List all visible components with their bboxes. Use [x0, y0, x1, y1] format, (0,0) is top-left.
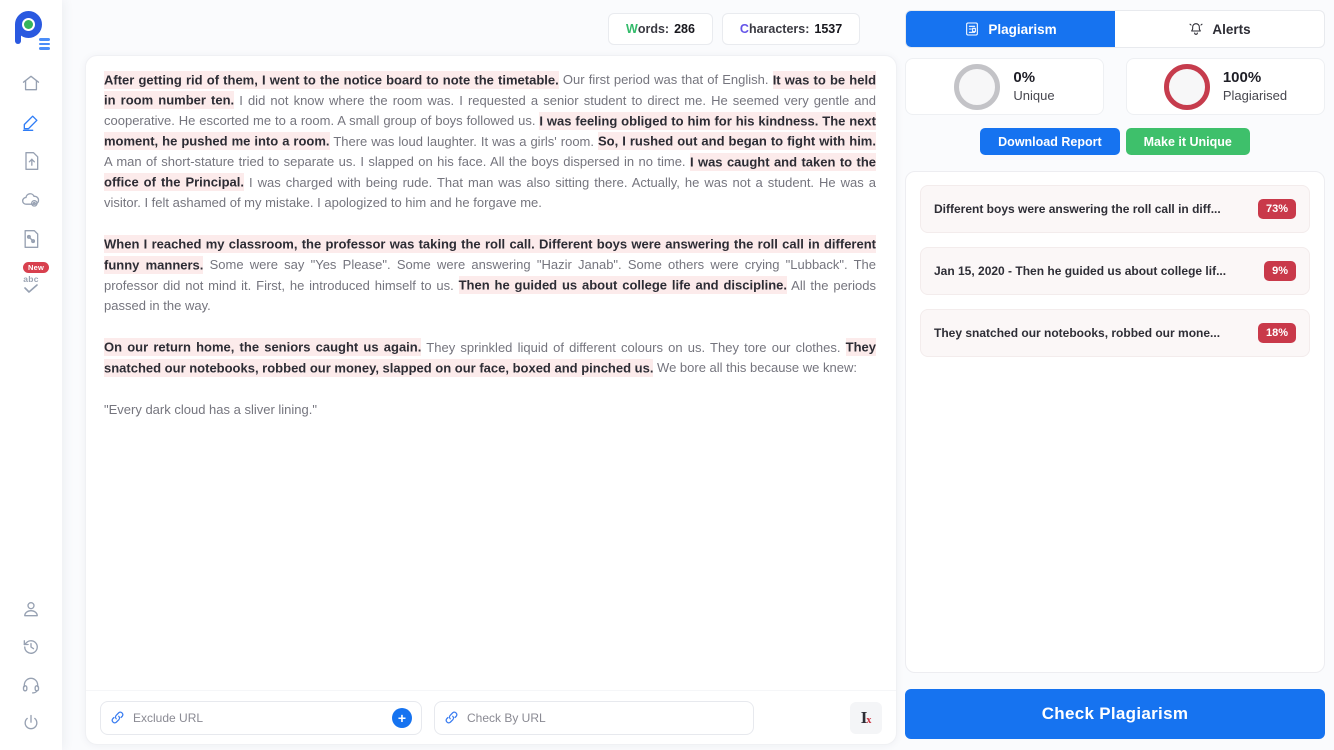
spell-check-icon[interactable] [20, 262, 45, 295]
download-report-button[interactable]: Download Report [980, 128, 1119, 155]
sidebar-nav [0, 72, 62, 295]
word-count [608, 13, 713, 45]
sidebar-menu-toggle[interactable] [39, 37, 53, 51]
highlighted-text: It was to be held in room number ten. [104, 72, 876, 108]
new-badge: New [23, 262, 49, 273]
paragraph [104, 235, 876, 317]
logo-dot [24, 20, 33, 29]
editor-text[interactable] [104, 70, 876, 682]
support-headset-icon[interactable] [20, 674, 42, 696]
plain-text: They sprinkled liquid of different colours on us. They tore our clothes. [421, 339, 846, 355]
sidebar-bottom-nav [0, 598, 62, 734]
score-cards [905, 58, 1325, 115]
result-text: Jan 15, 2020 - Then he guided us about college lif... [934, 264, 1227, 278]
result-row[interactable] [920, 309, 1310, 357]
report-icon [964, 21, 980, 37]
plain-text: I was charged with being rude. That man was also sitting there. Actually, he was not a student. He was a visitor. I felt ashamed of my mistake. I apologized to him and he forgave me. [104, 174, 876, 210]
history-icon[interactable] [20, 636, 42, 658]
highlighted-text: Then he guided us about college life and discipline. [458, 277, 788, 293]
highlighted-text: I was feeling obliged to him for his kindness. The next moment, he pushed me into a room. [104, 113, 876, 149]
results-list [905, 171, 1325, 673]
link-icon [444, 710, 459, 725]
check-plagiarism-button[interactable]: Check Plagiarism [905, 689, 1325, 739]
make-it-unique-button[interactable]: Make it Unique [1126, 128, 1250, 155]
exclude-url-input[interactable] [133, 711, 384, 725]
unique-score-card [905, 58, 1104, 115]
panel-actions [905, 128, 1325, 155]
editor-footer [86, 690, 896, 744]
user-icon[interactable] [20, 598, 42, 620]
plagiarised-percent: 100% [1222, 69, 1262, 86]
exclude-url-field [100, 701, 422, 735]
character-count [722, 13, 860, 45]
unique-percent: 0% [1013, 69, 1036, 86]
upload-document-icon[interactable] [20, 150, 42, 172]
counters [608, 13, 860, 45]
home-icon[interactable] [20, 72, 42, 94]
abc-label: abc [23, 274, 39, 285]
highlighted-text: So, I rushed out and began to fight with him. [598, 133, 876, 149]
plain-text: A man of short-stature tried to separate us. I slapped on his face. All the boys dispersed in no time. [104, 154, 690, 169]
highlighted-text: I was caught and taken to the office of the Principal. [104, 154, 876, 190]
link-icon [110, 710, 125, 725]
highlighted-text: They snatched our notebooks, robbed our money, slapped on our face, boxed and pinched us. [104, 339, 876, 375]
panel-tabs [905, 10, 1325, 48]
edit-pencil-icon[interactable] [20, 111, 42, 133]
plagiarised-score-card [1126, 58, 1325, 115]
unique-ring [954, 64, 1000, 110]
plain-text: There was loud laughter. It was a girls' room. [329, 133, 599, 149]
tab-alerts[interactable] [1115, 11, 1324, 47]
character-count-value: 1537 [814, 22, 843, 36]
tab-alerts-label: Alerts [1212, 21, 1251, 37]
result-percent-badge: 18% [1258, 323, 1296, 343]
sidebar [0, 0, 62, 750]
tab-plagiarism[interactable] [906, 11, 1115, 47]
plain-text: Our first period was that of English. [558, 72, 773, 87]
result-percent-badge: 73% [1258, 199, 1296, 219]
check-by-url-field [434, 701, 754, 735]
character-count-label: Characters: [739, 22, 810, 36]
paragraph [104, 70, 876, 214]
add-exclude-url-button[interactable]: + [392, 708, 412, 728]
clear-formatting-icon[interactable]: I x [850, 702, 882, 734]
plain-text: I did not know where the room was. I requested a senior student to direct me. He seemed very gentle and cooperative. He escorted me to a room. A small group of boys followed us. [104, 92, 876, 128]
paragraph [104, 400, 876, 421]
word-count-value: 286 [674, 22, 695, 36]
highlighted-text: On our return home, the seniors caught us again. [104, 339, 422, 355]
plain-text: We bore all this because we knew: [653, 360, 857, 375]
highlighted-text: After getting rid of them, I went to the notice board to note the timetable. [104, 72, 559, 87]
plain-text: All the periods passed in the way. [104, 277, 876, 313]
tab-plagiarism-label: Plagiarism [988, 21, 1057, 37]
plagiarised-label: Plagiarised [1222, 87, 1288, 103]
highlighted-text: When I reached my classroom, the professor was taking the roll call. Different boys were answering the roll call in different funny manners. [104, 236, 876, 272]
paragraph [104, 338, 876, 379]
power-icon[interactable] [20, 712, 42, 734]
result-row[interactable] [920, 185, 1310, 233]
word-count-label: Words: [626, 22, 670, 36]
result-text: Different boys were answering the roll call in diff... [934, 202, 1221, 216]
report-document-icon[interactable] [20, 228, 42, 250]
plain-text: "Every dark cloud has a sliver lining." [104, 401, 317, 417]
plain-text: Some were say "Yes Please". Some were answering "Hazir Janab". Some others were crying "Lubback". The professor did not mind it. First, he introduced himself to us. [104, 257, 876, 293]
results-panel [905, 10, 1325, 739]
bell-icon [1188, 21, 1204, 37]
plagiarised-ring [1164, 64, 1210, 110]
result-text: They snatched our notebooks, robbed our mone... [934, 326, 1221, 340]
editor-card [85, 55, 897, 745]
result-percent-badge: 9% [1264, 261, 1296, 281]
result-row[interactable] [920, 247, 1310, 295]
word-cloud-settings-icon[interactable] [20, 189, 42, 211]
check-by-url-input[interactable] [467, 711, 744, 725]
unique-label: Unique [1013, 87, 1055, 103]
